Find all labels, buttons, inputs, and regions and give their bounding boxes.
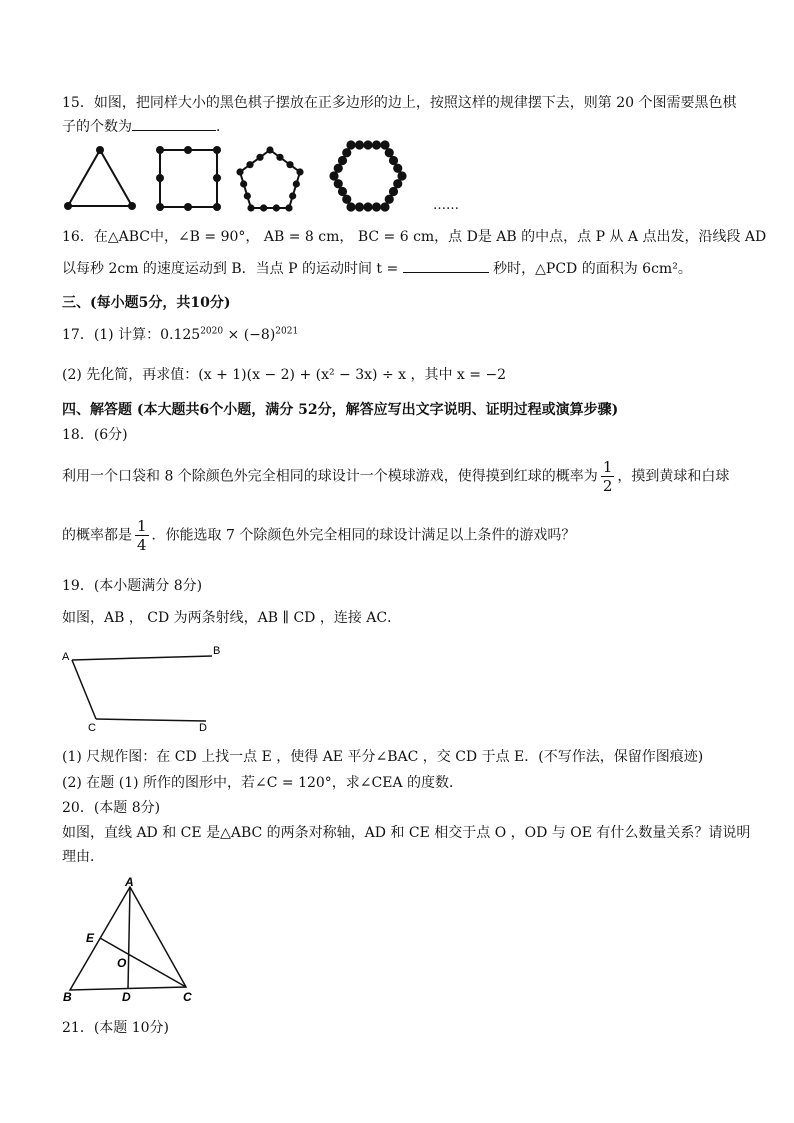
q20-line2: 理由．: [62, 849, 104, 865]
label-a: A: [62, 651, 70, 663]
q15-ellipsis: ……: [433, 198, 459, 213]
q18-line1-a: 利用一个口袋和 8 个除颜色外完全相同的球设计一个模球游戏，使得摸到红球的概率为: [62, 468, 598, 485]
section-4-title: 四、解答题 (本大题共6个小题，满分 52分，解答应写出文字说明、证明过程或演算步骤): [62, 402, 619, 418]
q17-part1-mid: × (−8): [223, 327, 276, 343]
q18-fraction-quarter: $\frac{1}{4}$: [137, 517, 147, 554]
q16-line1: 16．在△ABC中，∠B = 90°， AB = 8 cm， BC = 6 cm，点 D是 AB 的中点，点 P 从 A 点出发，沿线段 AD: [62, 229, 767, 245]
q17-part1-base: 17．(1) 计算：0.125: [62, 327, 201, 343]
label-c: C: [88, 722, 96, 734]
q21-head: 21．(本题 10分): [62, 1020, 170, 1036]
label-d: D: [199, 722, 207, 734]
q20-line1: 如图，直线 AD 和 CE 是△ABC 的两条对称轴，AD 和 CE 相交于点 O ，OD 与 OE 有什么数量关系？请说明: [62, 825, 751, 841]
q19-part1: (1) 尺规作图：在 CD 上找一点 E ，使得 AE 平分∠BAC ，交 CD 于点 E．(不写作法，保留作图痕迹): [62, 749, 704, 765]
q16-line2-a: 以每秒 2cm 的速度运动到 B．当点 P 的运动时间 t =: [62, 261, 399, 277]
q18-line2-b: ．你能选取 7 个除颜色外完全相同的球设计满足以上条件的游戏吗？: [151, 527, 576, 544]
q18-head: 18．(6分): [62, 427, 128, 443]
q15-line2-text: 子的个数为: [62, 119, 132, 135]
label-c: C: [183, 990, 192, 1004]
q19-part2: (2) 在题 (1) 所作的图形中，若∠C = 120°，求∠CEA 的度数．: [62, 775, 464, 791]
q16-line2-b: 秒时，△PCD 的面积为 6cm²。: [493, 261, 692, 277]
label-a: A: [125, 875, 134, 889]
section-3-title: 三、(每小题5分，共10分): [62, 295, 231, 311]
label-o: O: [117, 956, 127, 970]
q18-line1-b: ，摸到黄球和白球: [617, 468, 730, 485]
label-e: E: [86, 931, 95, 945]
q18-fraction-half: $\frac{1}{2}$: [602, 458, 613, 495]
q17-exp1: 2020: [200, 326, 224, 337]
q20-head: 20．(本题 8分): [62, 800, 161, 816]
q15-line2-end: ．: [216, 119, 230, 135]
q15-line1: 15．如图，把同样大小的黑色棋子摆放在正多边形的边上，按照这样的规律摆下去，则第 20 个图需要黑色棋: [62, 95, 737, 111]
q17-part2: (2) 先化简，再求值：(x + 1)(x − 2) + (x² − 3x) ÷ x ，其中 x = −2: [62, 367, 507, 383]
label-b: B: [63, 990, 72, 1004]
q17-exp2: 2021: [275, 326, 299, 337]
label-d: D: [122, 990, 131, 1004]
label-b: B: [213, 645, 221, 657]
line-ad: [128, 887, 130, 989]
q18-line2-a: 的概率都是: [62, 527, 132, 544]
q19-head: 19．(本小题满分 8分): [62, 578, 203, 594]
q19-intro: 如图，AB ， CD 为两条射线，AB ∥ CD ，连接 AC．: [62, 610, 402, 626]
